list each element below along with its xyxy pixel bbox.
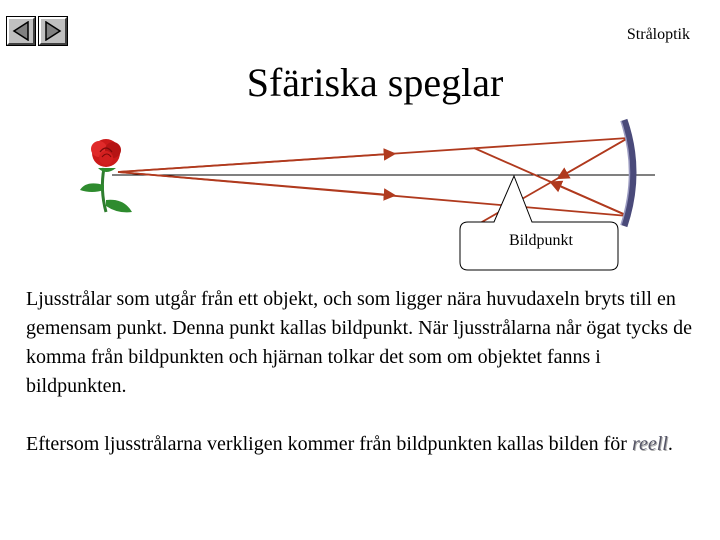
topic-label: Stråloptik [626,26,690,43]
incident-rays [118,138,628,216]
conclusion-paragraph [26,430,706,459]
bildpunkt-label: Bildpunkt [508,232,573,249]
explanation-paragraph: Ljusstrålar som utgår från ett objekt, och som ligger nära huvudaxeln bryts till en gemensam punkt. Denna punkt kallas bildpunkt. När ljusstrålarna når ögat tycks de komma från bildpunkten och hjärnan tolkar det som om objektet fanns i bildpunkten. [26,288,692,397]
reell-emphasis: reell [631,433,668,455]
slide-title: Sfäriska speglar [246,60,504,105]
reflected-rays [468,138,628,230]
rose-icon [80,139,132,212]
conclusion-text: Eftersom ljusstrålarna verkligen kommer från bildpunkten kallas bilden för [26,433,632,455]
conclusion-period: . [667,433,673,455]
